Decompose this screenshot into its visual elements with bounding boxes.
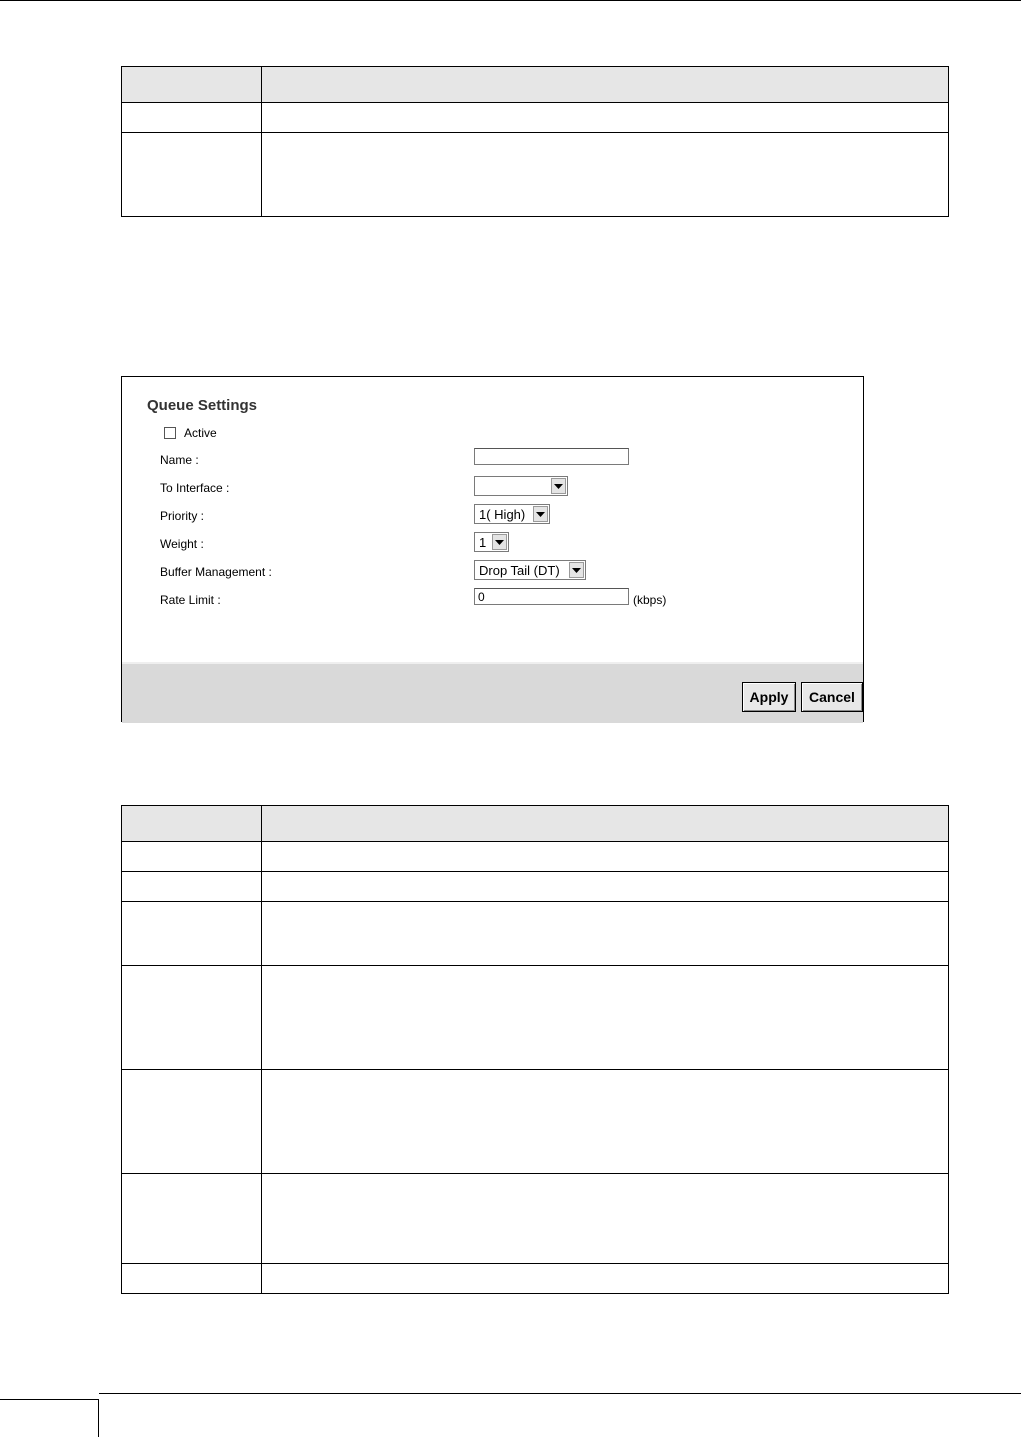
- name-label: Name :: [160, 453, 199, 467]
- active-checkbox[interactable]: [164, 427, 176, 439]
- buffer-management-label: Buffer Management :: [160, 565, 272, 579]
- footer-rule: [99, 1393, 1021, 1394]
- table-row: [122, 842, 949, 872]
- chevron-down-icon[interactable]: [533, 506, 548, 522]
- table-row: [122, 1070, 949, 1174]
- rate-limit-label: Rate Limit :: [160, 593, 221, 607]
- table-row: [122, 1264, 949, 1294]
- table-row: [122, 133, 949, 217]
- table-header-row: [122, 67, 949, 103]
- buffer-management-value: Drop Tail (DT): [479, 562, 560, 578]
- active-label: Active: [184, 426, 217, 440]
- chevron-down-icon[interactable]: [492, 534, 507, 550]
- top-rule: [0, 0, 1021, 1]
- table-row: [122, 966, 949, 1070]
- apply-button[interactable]: Apply: [742, 682, 796, 712]
- name-input[interactable]: [474, 448, 629, 465]
- panel-title: Queue Settings: [147, 397, 258, 414]
- field-description-table-bottom: [121, 805, 949, 1294]
- weight-select[interactable]: [474, 532, 509, 552]
- to-interface-select[interactable]: [474, 476, 568, 496]
- chevron-down-icon[interactable]: [551, 478, 566, 494]
- rate-limit-input[interactable]: 0: [474, 588, 629, 605]
- chevron-down-icon[interactable]: [569, 562, 584, 578]
- buffer-management-select[interactable]: [474, 560, 586, 580]
- table-row: [122, 1174, 949, 1264]
- page-number-box: [0, 1399, 99, 1437]
- cancel-button[interactable]: Cancel: [801, 682, 863, 712]
- table-row: [122, 103, 949, 133]
- rate-limit-unit: (kbps): [633, 593, 667, 607]
- table-row: [122, 902, 949, 966]
- priority-value: 1( High): [479, 506, 526, 522]
- weight-label: Weight :: [160, 537, 204, 551]
- weight-value: 1: [479, 534, 487, 550]
- active-row[interactable]: [164, 426, 217, 440]
- queue-settings-panel: [121, 376, 864, 722]
- table-header-row: [122, 806, 949, 842]
- field-description-table-top: [121, 66, 949, 217]
- priority-label: Priority :: [160, 509, 205, 523]
- table-row: [122, 872, 949, 902]
- priority-select[interactable]: [474, 504, 550, 524]
- to-interface-label: To Interface :: [160, 481, 230, 495]
